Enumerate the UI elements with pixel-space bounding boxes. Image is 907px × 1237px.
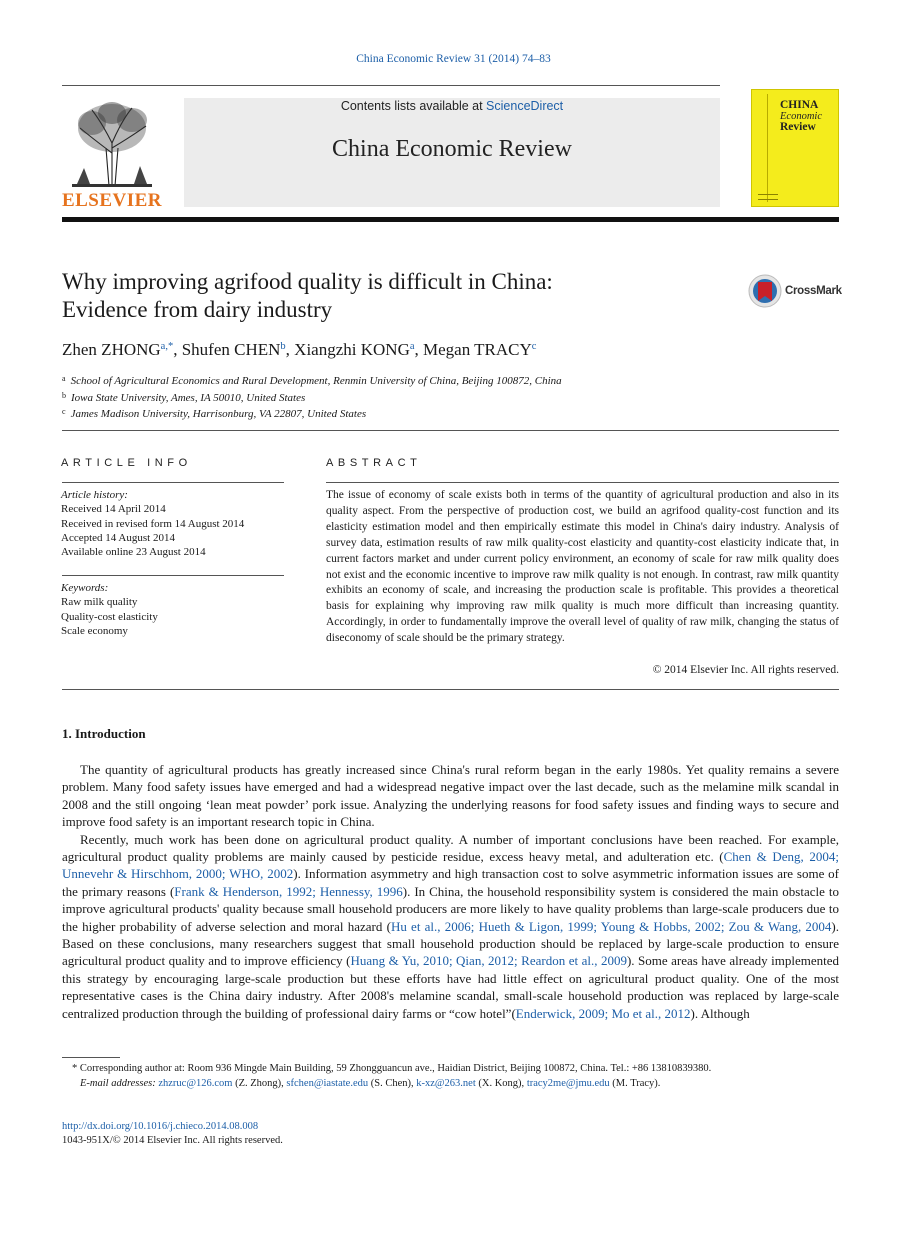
body-paragraph	[62, 831, 839, 1022]
header-rule	[62, 85, 720, 86]
introduction-heading: 1. Introduction	[62, 726, 146, 741]
journal-cover-thumbnail[interactable]	[751, 89, 839, 207]
footnote-rule	[62, 1057, 120, 1058]
article-info-heading: ARTICLE INFO	[61, 457, 192, 469]
email-owner: (Z. Zhong),	[232, 1078, 287, 1089]
body-text-segment: ). Although	[690, 1005, 750, 1021]
issn-line: 1043-951X/© 2014 Elsevier Inc. All rights reserved.	[62, 1135, 283, 1146]
article-info-rule	[62, 482, 284, 483]
crossmark-label[interactable]: CrossMark	[785, 285, 842, 297]
history-label: Article history:	[61, 489, 128, 501]
author-name[interactable]: Shufen CHEN	[181, 340, 281, 359]
affiliation-text: Iowa State University, Ames, IA 50010, United States	[71, 391, 306, 404]
citation-link[interactable]: Huang & Yu, 2010; Qian, 2012; Reardon et al., 2009	[350, 953, 627, 969]
corresponding-author-note: * Corresponding author at: Room 936 Mingde Main Building, 59 Zhongguancun ave., Haidian District, Beijing 100872, China. Tel.: +86 13810839380.	[72, 1063, 712, 1074]
footnotes	[62, 1061, 839, 1091]
introduction-body	[62, 761, 839, 1022]
citation-link[interactable]: Enderwick, 2009; Mo et al., 2012	[515, 1005, 691, 1021]
affiliation-text: School of Agricultural Economics and Rural Development, Renmin University of China, Beijing 100872, China	[70, 375, 562, 387]
keywords-label: Keywords:	[61, 582, 109, 594]
body-text-segment: Recently, much work has been done on agricultural product quality. A number of important conclusions have been reached. For example, agricultural product quality problems are mainly caused by pesticide residue, excess heavy metal, and adulteration etc. (	[62, 831, 839, 865]
keyword-item: Quality-cost elasticity	[61, 610, 158, 623]
affiliation-list	[62, 372, 562, 422]
history-item: Accepted 14 August 2014	[61, 531, 175, 544]
email-addresses	[62, 1076, 839, 1091]
abstract-copyright: © 2014 Elsevier Inc. All rights reserved.	[652, 664, 839, 676]
cover-title-line: CHINA	[780, 99, 819, 111]
journal-masthead	[184, 98, 720, 207]
author-separator: ,	[285, 340, 295, 359]
author-affiliation-mark[interactable]: a,*	[160, 341, 174, 352]
history-item: Received in revised form 14 August 2014	[61, 517, 245, 530]
affiliation-item	[62, 372, 562, 389]
cover-decoration	[758, 194, 778, 200]
section-rule	[62, 430, 839, 431]
history-item: Received 14 April 2014	[61, 503, 166, 516]
article-history	[61, 488, 244, 559]
email-owner: (X. Kong),	[475, 1078, 527, 1089]
body-text-segment: ). Information asymmetry and high transaction cost to solve asymmetric information issues are some of the primary reasons (	[62, 866, 839, 899]
author-affiliation-mark[interactable]: a	[409, 341, 415, 352]
journal-citation[interactable]: China Economic Review 31 (2014) 74–83	[356, 53, 551, 65]
author-name[interactable]: Xiangzhi KONG	[294, 340, 410, 359]
sciencedirect-link[interactable]: ScienceDirect	[486, 99, 564, 113]
author-separator: ,	[173, 340, 182, 359]
author-list	[62, 340, 536, 360]
contents-prefix: Contents lists available at	[340, 99, 487, 113]
cover-title-line: Economic	[780, 111, 822, 122]
keyword-item: Raw milk quality	[61, 596, 138, 609]
email-label: E-mail addresses:	[80, 1078, 159, 1089]
cover-spine	[756, 94, 768, 202]
email-owner: (M. Tracy).	[609, 1078, 661, 1089]
author-separator: ,	[414, 340, 424, 359]
citation-link[interactable]: Hu et al., 2006; Hueth & Ligon, 1999; Young & Hobbs, 2002; Zou & Wang, 2004	[390, 918, 832, 934]
body-text-segment: ). In China, the household responsibility system is considered the main obstacle to improve agricultural products' quality because small household producers are more likely to have quality problems than large-scale producers due to the higher probability of adverse selection and moral hazard (	[62, 883, 839, 934]
cover-title-line: Review	[780, 121, 816, 133]
journal-name[interactable]: China Economic Review	[332, 136, 572, 162]
article-title-line: Evidence from dairy industry	[62, 297, 333, 322]
article-title	[62, 268, 702, 324]
author-name[interactable]: Megan TRACY	[423, 340, 532, 359]
affiliation-text: James Madison University, Harrisonburg, VA 22807, United States	[70, 408, 367, 420]
abstract-end-rule	[62, 689, 839, 690]
affiliation-mark: a	[62, 374, 66, 383]
body-text-segment: ). Based on these conclusions, many researchers suggest that small household production should be replaced by large-scale production to ensure agricultural product quality and to improve efficiency (	[62, 918, 840, 969]
abstract-rule	[326, 482, 839, 483]
affiliation-mark: c	[62, 407, 66, 416]
abstract-heading: ABSTRACT	[326, 457, 422, 469]
keyword-item: Scale economy	[61, 624, 128, 637]
elsevier-wordmark: ELSEVIER	[61, 190, 163, 211]
citation-link[interactable]: Chen & Deng, 2004; Unnevehr & Hirschhom, 2000; WHO, 2002	[62, 849, 839, 882]
article-title-line: Why improving agrifood quality is difficult in China:	[62, 269, 553, 294]
keywords-rule	[62, 575, 284, 576]
body-paragraph: The quantity of agricultural products has greatly increased since China's rural reform began in the early 1980s. Yet quality remains a severe problem. Many food safety issues have emerged and had a widespread negative impact over the last decade, such as the melamine milk scandal in 2008 and the still ongoing ‘lean meat powder’ pork issue. Analyzing the underlying reasons for food safety issues and finding ways to secure and improve food safety is an important research topic in China.	[62, 762, 839, 830]
history-item: Available online 23 August 2014	[61, 546, 206, 559]
doi-link[interactable]: http://dx.doi.org/10.1016/j.chieco.2014.08.008	[62, 1121, 259, 1132]
email-link[interactable]: tracy2me@jmu.edu	[526, 1078, 610, 1089]
affiliation-item	[62, 389, 562, 406]
abstract-text: The issue of economy of scale exists both in terms of the quantity of agricultural production and also in its quality aspect. From the perspective of production cost, we build an agrifood quality-cost function and its elasticity estimation model and then empirically estimate this model in China's dairy industry. Analysis of survey data, estimation results of raw milk quality-cost elasticity and quantity-cost elasticity indicate that, in current factors market and under current policy environment, an economy of scale for raw milk quality does not exist and the economic incentive to improve raw milk quality is not enough. In contrast, raw milk quantity exhibits an economy of scale, and increasing the production scale is profitable. This provides a theoretical basis for explaining why improving raw milk quality is much more difficult than increasing quantity. Accordingly, in order to fundamentally improve the overall level of quality of raw milk, changing the status of diseconomy of scale should be the primary strategy.	[326, 489, 839, 645]
email-link[interactable]: k-xz@263.net	[416, 1078, 476, 1089]
contents-available-line	[184, 99, 720, 113]
email-owner: (S. Chen),	[368, 1078, 417, 1089]
affiliation-item	[62, 405, 562, 422]
email-link[interactable]: zhzruc@126.com	[158, 1078, 233, 1089]
crossmark-icon[interactable]	[748, 274, 782, 308]
body-text-segment: ). Some areas have already implemented this strategy by encouraging large-scale production but these efforts have had little effect on agricultural product quality. One of the most representative cases is the China dairy industry. After 2008's melamine scandal, small-scale household production was replaced by large-scale centralized production through the building of professional dairy farms or “cow hotel”(	[62, 953, 839, 1021]
header-thick-rule	[62, 217, 839, 222]
author-name[interactable]: Zhen ZHONG	[62, 340, 161, 359]
cover-title	[780, 100, 822, 133]
author-affiliation-mark[interactable]: c	[531, 341, 537, 352]
doi-block	[62, 1120, 283, 1148]
author-affiliation-mark[interactable]: b	[280, 341, 286, 352]
keywords-block	[61, 581, 158, 638]
affiliation-mark: b	[62, 390, 66, 400]
citation-link[interactable]: Frank & Henderson, 1992; Hennessy, 1996	[174, 883, 403, 899]
email-link[interactable]: sfchen@iastate.edu	[286, 1078, 369, 1089]
